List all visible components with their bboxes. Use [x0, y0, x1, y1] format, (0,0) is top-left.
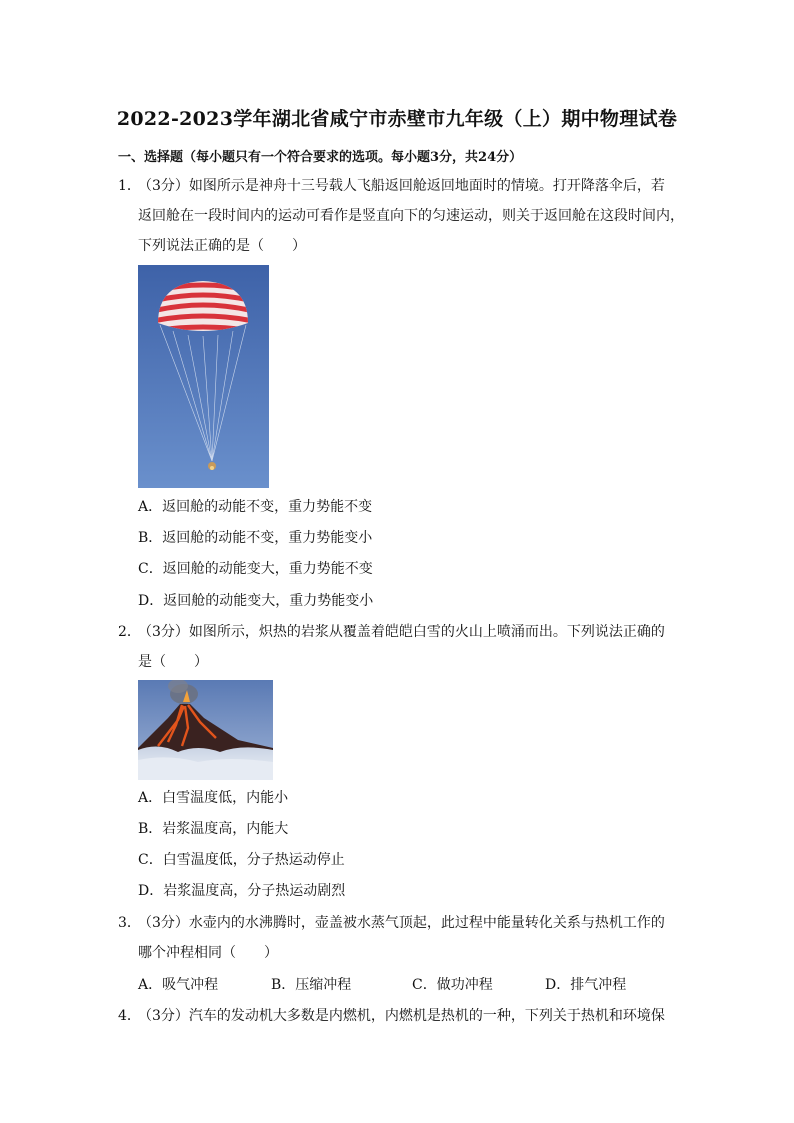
question-2-line-2: 是（ ） — [138, 654, 208, 670]
question-2-option-c[interactable]: C．白雪温度低，分子热运动停止 — [138, 852, 345, 868]
question-2-option-d[interactable]: D．岩浆温度高，分子热运动剧烈 — [138, 883, 346, 899]
question-2-line-1 — [118, 622, 665, 642]
question-3-text-1: （3分）水壶内的水沸腾时，壶盖被水蒸气顶起，此过程中能量转化关系与热机工作的 — [138, 915, 665, 931]
question-2-option-b[interactable]: B．岩浆温度高，内能大 — [138, 821, 289, 837]
question-1-number: 1． — [118, 178, 141, 194]
question-3-line-1 — [118, 913, 665, 933]
question-3-number: 3． — [118, 915, 141, 931]
question-3-option-c[interactable]: C．做功冲程 — [412, 977, 493, 993]
question-1-line-1 — [118, 176, 665, 196]
question-1-option-b[interactable]: B．返回舱的动能不变，重力势能变小 — [138, 530, 373, 546]
question-1-option-a[interactable]: A．返回舱的动能不变，重力势能不变 — [138, 499, 373, 515]
question-2-option-a[interactable]: A．白雪温度低，内能小 — [138, 790, 289, 806]
volcano-image — [138, 680, 273, 780]
question-3-option-d[interactable]: D．排气冲程 — [545, 977, 627, 993]
question-1-option-c[interactable]: C．返回舱的动能变大，重力势能不变 — [138, 561, 373, 577]
question-3-line-2: 哪个冲程相同（ ） — [138, 945, 278, 961]
question-4-line-1 — [118, 1006, 665, 1026]
parachute-image — [138, 265, 269, 488]
question-4-number: 4． — [118, 1008, 141, 1024]
question-3-option-a[interactable]: A．吸气冲程 — [138, 977, 219, 993]
question-4-text-1: （3分）汽车的发动机大多数是内燃机，内燃机是热机的一种，下列关于热机和环境保 — [138, 1008, 665, 1024]
question-3-option-b[interactable]: B．压缩冲程 — [271, 977, 352, 993]
question-2-text-1: （3分）如图所示，炽热的岩浆从覆盖着皑皑白雪的火山上喷涌而出。下列说法正确的 — [138, 624, 665, 640]
exam-title: 2022-2023学年湖北省咸宁市赤壁市九年级（上）期中物理试卷 — [116, 108, 678, 130]
question-1-line-3: 下列说法正确的是（ ） — [138, 238, 306, 254]
section-heading: 一、选择题（每小题只有一个符合要求的选项。每小题3分，共24分） — [118, 150, 523, 165]
question-1-line-2: 返回舱在一段时间内的运动可看作是竖直向下的匀速运动，则关于返回舱在这段时间内， — [138, 208, 684, 224]
question-1-option-d[interactable]: D．返回舱的动能变大，重力势能变小 — [138, 593, 374, 609]
question-1-text-1: （3分）如图所示是神舟十三号载人飞船返回舱返回地面时的情境。打开降落伞后，若 — [138, 178, 665, 194]
question-2-number: 2． — [118, 624, 141, 640]
